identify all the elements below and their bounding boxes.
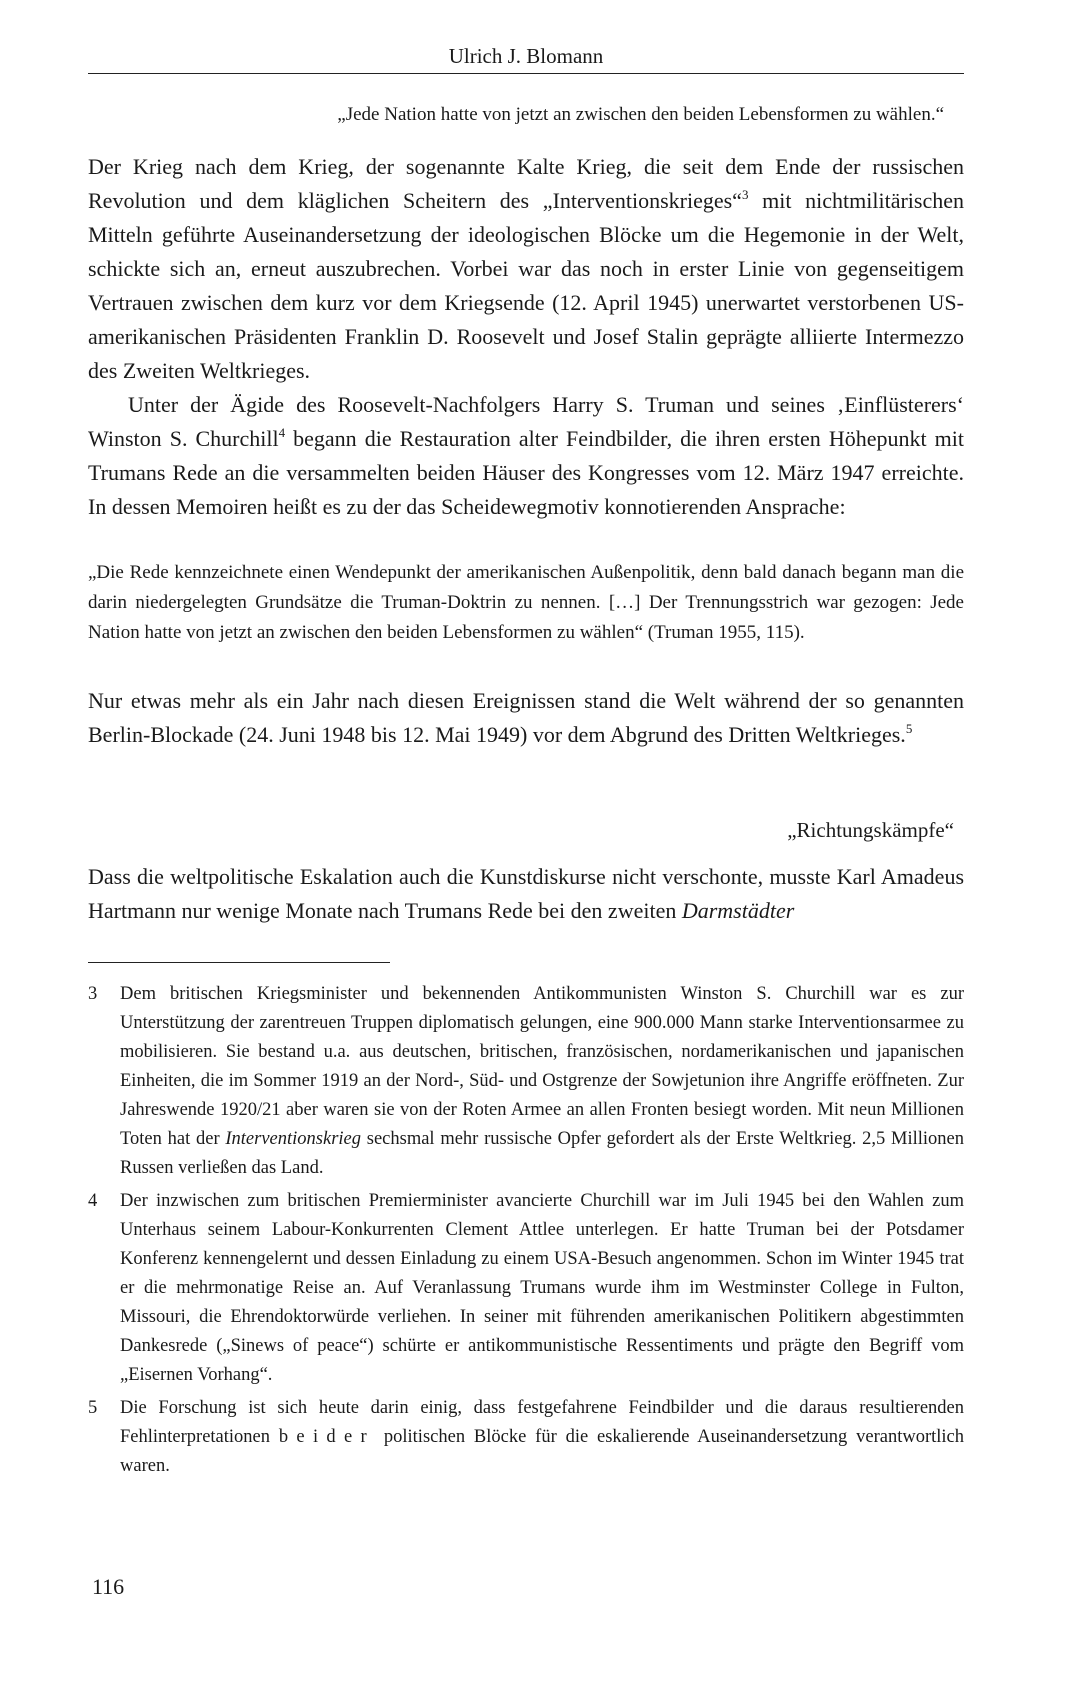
block-quote: „Die Rede kennzeichnete einen Wendepunkt der amerikanischen Außenpolitik, denn bald danach begann man die darin niedergelegten Grundsätze die Truman-Doktrin zu nennen. […] Der Trennungsstrich war gezogen: Jede Nation hatte von jetzt an zwischen den beiden Lebensformen zu wählen“ (Truman 1955, 115). (88, 562, 964, 643)
footnote-3 (88, 980, 964, 1183)
body-paragraph-1 (88, 150, 964, 388)
footnote-number: 3 (88, 984, 98, 1004)
footnote-4 (88, 1187, 964, 1390)
footnote-ref-4[interactable]: 4 (278, 425, 286, 440)
footnote-5 (88, 1394, 964, 1481)
footnotes (88, 980, 964, 1485)
footnote-ref-5[interactable]: 5 (905, 721, 913, 736)
body-paragraph-2 (88, 388, 964, 524)
body-paragraph-4 (88, 860, 964, 928)
footnote-text-part: Dem britischen Kriegsminister und bekennenden Antikommunisten Winston S. Churchill war es zur Unterstützung der zarentreuen Truppen diplomatisch gelungen, eine 900.000 Mann starke Interventionsarmee zu mobilisieren. Sie bestand u.a. aus deutschen, britischen, französischen, nordamerikanischen und japanischen Einheiten, die im Sommer 1919 an der Nord-, Süd- und Ostgrenze der Sowjetunion ihre Angriffe eröffneten. Zur Jahreswende 1920/21 aber waren sie von der Roten Armee an allen Fronten besiegt worden. Mit neun Millionen Toten hat der (120, 984, 964, 1149)
footnote-text-part: politischen Blöcke für die eskalierende Auseinandersetzung verantwortlich waren. (120, 1427, 964, 1476)
paragraph-italic: Darmstädter (681, 898, 795, 923)
paragraph-text: Dass die weltpolitische Eskalation auch die Kunstdiskurse nicht verschonte, musste Karl Amadeus Hartmann nur wenige Monate nach Trumans Rede bei den zweiten (88, 864, 964, 923)
footnote-text-part: sechsmal mehr russische Opfer gefordert als der Erste Weltkrieg. 2,5 Millionen Russen verließen das Land. (120, 1129, 964, 1178)
footnote-text-part: Die Forschung ist sich heute darin einig, dass festgefahrene Feindbilder und die daraus resultierenden Fehlinterpretationen (120, 1398, 964, 1447)
paragraph-text: mit nichtmilitärischen Mitteln geführte Auseinandersetzung der ideologischen Blöcke um die Hegemonie in der Welt, schickte sich an, erneut auszubrechen. Vorbei war das noch in erster Linie von gegenseitigem Vertrauen zwischen dem kurz vor dem Kriegsende (12. April 1945) unerwartet verstorbenen US-amerikanischen Präsidenten Franklin D. Roosevelt und Josef Stalin geprägte alliierte Intermezzo des Zweiten Weltkrieges. (88, 188, 965, 383)
footnote-emphasis-spaced: beider (278, 1427, 376, 1447)
header-rule (88, 73, 964, 74)
footnote-text (120, 1394, 964, 1481)
paragraph-text: begann die Restauration alter Feindbilder, die ihren ersten Höhepunkt mit Trumans Rede an die versammelten beiden Häuser des Kongresses vom 12. März 1947 erreichte. In dessen Memoiren heißt es zu der das Scheidewegmotiv konnotierenden Ansprache: (88, 426, 965, 519)
paragraph-text: Unter der Ägide des Roosevelt-Nachfolgers Harry S. Truman und seines ‚Einflüsterers‘ Winston S. Churchill (88, 392, 964, 451)
section-motto: „Jede Nation hatte von jetzt an zwischen den beiden Lebensformen zu wählen.“ (337, 104, 944, 125)
footnote-italic: Interventionskrieg (225, 1129, 361, 1149)
running-header-author: Ulrich J. Blomann (448, 44, 604, 68)
footnote-text: Der inzwischen zum britischen Premierminister avancierte Churchill war im Juli 1945 bei den Wahlen zum Unterhaus seinem Labour-Konkurrenten Clement Attlee unterlegen. Er hatte Truman bei der Potsdamer Konferenz kennengelernt und dessen Einladung zu einem USA-Besuch angenommen. Schon im Winter 1945 trat er die mehrmonatige Reise an. Auf Veranlassung Trumans wurde ihm im Westminster College in Fulton, Missouri, die Ehrendoktorwürde verliehen. In seiner mit führenden amerikanischen Politikern abgestimmten Dankesrede („Sinews of peace“) schürte er antikommunistische Ressentiments und prägte den Begriff vom „Eisernen Vorhang“. (120, 1191, 964, 1385)
section-heading: „Richtungskämpfe“ (787, 818, 954, 842)
paragraph-text: Der Krieg nach dem Krieg, der sogenannte Kalte Krieg, die seit dem Ende der russischen Revolution und dem kläglichen Scheitern des „Interventionskrieges“ (88, 154, 964, 213)
footnote-number: 5 (88, 1398, 98, 1418)
paragraph-text: Nur etwas mehr als ein Jahr nach diesen Ereignissen stand die Welt während der so genannten Berlin-Blockade (24. Juni 1948 bis 12. Mai 1949) vor dem Abgrund des Dritten Weltkrieges. (88, 688, 964, 747)
footnote-text (120, 980, 964, 1183)
footnote-ref-3[interactable]: 3 (741, 187, 749, 202)
body-paragraph-3 (88, 684, 964, 752)
footnote-rule (88, 962, 390, 963)
footnote-number: 4 (88, 1191, 98, 1211)
page-number: 116 (92, 1574, 125, 1599)
